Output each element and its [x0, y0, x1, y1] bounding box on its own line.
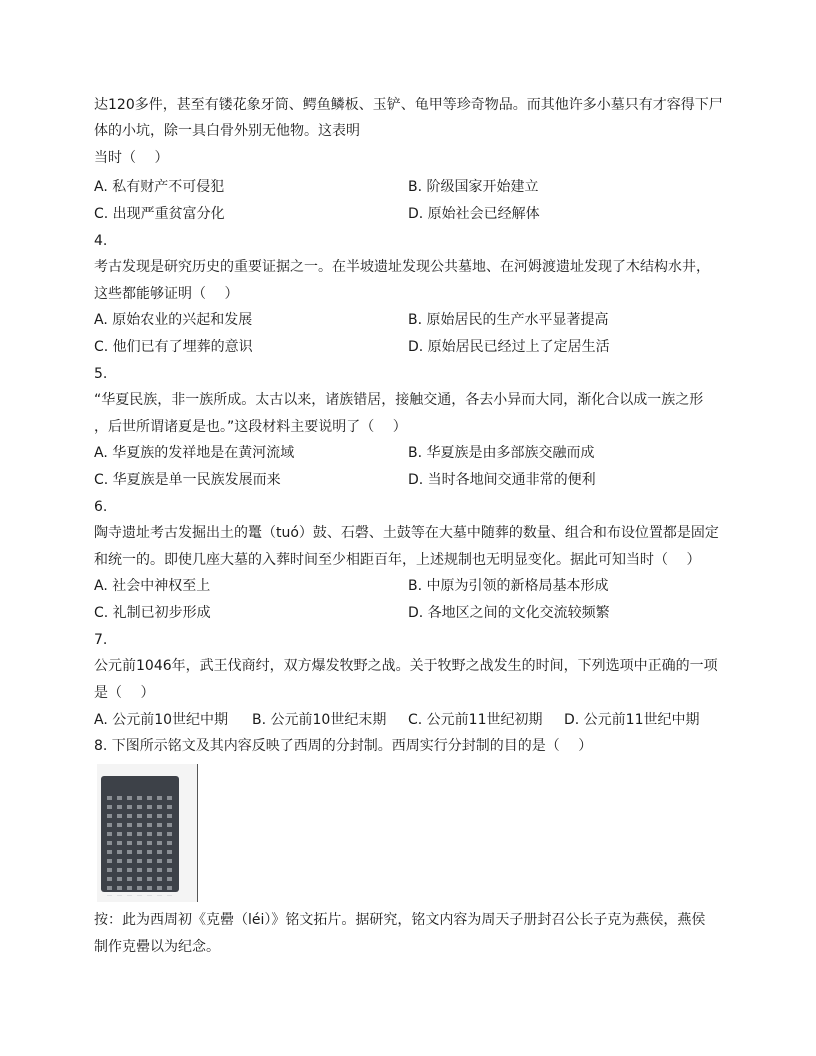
q6-option-d[interactable]: D. 各地区之间的文化交流较频繁 [408, 605, 610, 621]
q4-option-d[interactable]: D. 原始居民已经过上了定居生活 [408, 339, 610, 355]
q8-text: 8. 下图所示铭文及其内容反映了西周的分封制。西周实行分封制的目的是（ ） [94, 738, 593, 754]
q5-option-a[interactable]: A. 华夏族的发祥地是在黄河流域 [94, 445, 295, 461]
q4-option-c[interactable]: C. 他们已有了埋葬的意识 [94, 339, 253, 355]
q5-text-line1: “华夏民族，非一族所成。太古以来，诸族错居，接触交通，各去小异而大同，渐化合以成一族之形 [94, 392, 704, 408]
q5-option-d[interactable]: D. 当时各地间交通非常的便利 [408, 472, 596, 488]
q3-text-line1: 达120多件，甚至有镂花象牙筒、鳄鱼鳞板、玉铲、龟甲等珍奇物品。而其他许多小墓只有才容得下尸 [94, 97, 723, 113]
q7-option-a[interactable]: A. 公元前10世纪中期 [94, 712, 229, 728]
q5-option-c[interactable]: C. 华夏族是单一民族发展而来 [94, 472, 281, 488]
q8-note-line2: 制作克罍以为纪念。 [94, 939, 220, 955]
q4-text-line2: 这些都能够证明（ ） [94, 286, 239, 302]
q7-option-b[interactable]: B. 公元前10世纪末期 [252, 712, 387, 728]
q6-option-c[interactable]: C. 礼制已初步形成 [94, 605, 211, 621]
q7-option-d[interactable]: D. 公元前11世纪中期 [564, 712, 700, 728]
q7-option-c[interactable]: C. 公元前11世纪初期 [408, 712, 543, 728]
q3-option-d[interactable]: D. 原始社会已经解体 [408, 206, 540, 222]
q3-option-b[interactable]: B. 阶级国家开始建立 [408, 179, 539, 195]
q3-text-line2: 体的小坑，除一具白骨外别无他物。这表明 [94, 123, 360, 139]
q7-text-line1: 公元前1046年，武王伐商纣，双方爆发牧野之战。关于牧野之战发生的时间，下列选项中正确的一项 [94, 658, 718, 674]
q6-option-a[interactable]: A. 社会中神权至上 [94, 578, 211, 594]
rubbing-ink-area [101, 776, 179, 892]
inscription-rubbing-image [97, 764, 197, 902]
q4-option-b[interactable]: B. 原始居民的生产水平显著提高 [408, 312, 609, 328]
q6-text-line2: 和统一的。即使几座大墓的入葬时间至少相距百年，上述规制也无明显变化。据此可知当时（ ） [94, 552, 701, 568]
q6-option-b[interactable]: B. 中原为引领的新格局基本形成 [408, 578, 609, 594]
q3-option-c[interactable]: C. 出现严重贫富分化 [94, 206, 225, 222]
q5-text-line2: ，后世所谓诸夏是也。”这段材料主要说明了（ ） [94, 419, 407, 435]
q8-note-line1: 按：此为西周初《克罍（léi）》铭文拓片。据研究，铭文内容为周天子册封召公长子克为燕侯，燕侯 [94, 912, 706, 928]
q4-number: 4. [94, 233, 108, 249]
q7-number: 7. [94, 632, 108, 648]
q3-text-line3: 当时（ ） [94, 150, 169, 166]
q6-number: 6. [94, 499, 108, 515]
q5-option-b[interactable]: B. 华夏族是由多部族交融而成 [408, 445, 595, 461]
q4-text-line1: 考古发现是研究历史的重要证据之一。在半坡遗址发现公共墓地、在河姆渡遗址发现了木结构水井， [94, 259, 710, 275]
q5-number: 5. [94, 366, 108, 382]
q3-option-a[interactable]: A. 私有财产不可侵犯 [94, 179, 225, 195]
rubbing-border [197, 764, 198, 902]
q7-text-line2: 是（ ） [94, 685, 155, 701]
q6-text-line1: 陶寺遗址考古发掘出土的鼍（tuó）鼓、石磬、土鼓等在大墓中随葬的数量、组合和布设位置都是固定 [94, 525, 719, 541]
q4-option-a[interactable]: A. 原始农业的兴起和发展 [94, 312, 253, 328]
